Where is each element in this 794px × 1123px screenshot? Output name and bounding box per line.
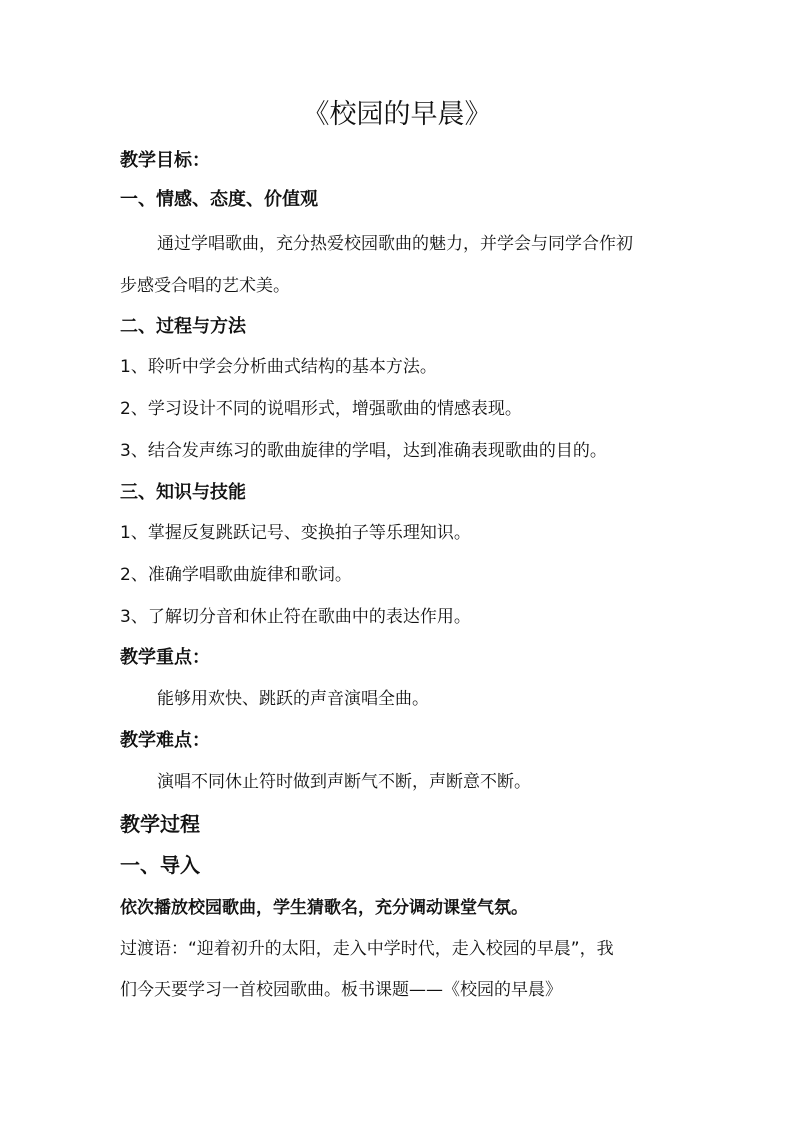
section3-item: 2、准确学唱歌曲旋律和歌词。: [120, 565, 352, 585]
difficulty-text: 演唱不同休止符时做到声断气不断，声断意不断。: [157, 772, 531, 792]
process-sub-heading: 一、导入: [120, 853, 200, 877]
section2-item: 3、结合发声练习的歌曲旋律的学唱，达到准确表现歌曲的目的。: [120, 441, 607, 461]
section3-heading: 三、知识与技能: [120, 482, 246, 503]
section3-item: 3、了解切分音和休止符在歌曲中的表达作用。: [120, 607, 471, 627]
section2-item: 2、学习设计不同的说唱形式，增强歌曲的情感表现。: [120, 399, 522, 419]
section1-paragraph-line2: 步感受合唱的艺术美。: [120, 276, 290, 296]
key-point-label: 教学重点：: [120, 647, 210, 668]
document-title: 《校园的早晨》: [302, 99, 492, 130]
section2-item: 1、聆听中学会分析曲式结构的基本方法。: [120, 357, 437, 377]
process-bold-line: 依次播放校园歌曲，学生猜歌名，充分调动课堂气氛。: [120, 898, 528, 918]
section2-heading: 二、过程与方法: [120, 316, 246, 337]
process-heading: 教学过程: [120, 812, 200, 836]
key-point-text: 能够用欢快、跳跃的声音演唱全曲。: [157, 689, 429, 709]
section3-item: 1、掌握反复跳跃记号、变换拍子等乐理知识。: [120, 523, 471, 543]
section1-paragraph-line1: 通过学唱歌曲，充分热爱校园歌曲的魅力，并学会与同学合作初: [157, 234, 633, 254]
section1-heading: 一、情感、态度、价值观: [120, 189, 318, 210]
transition-line2: 们今天要学习一首校园歌曲。板书课题——《校园的早晨》: [120, 980, 562, 1000]
transition-line1: 过渡语：“迎着初升的太阳，走入中学时代，走入校园的早晨”，我: [120, 939, 614, 959]
objectives-label: 教学目标：: [120, 150, 210, 171]
difficulty-label: 教学难点：: [120, 730, 210, 751]
